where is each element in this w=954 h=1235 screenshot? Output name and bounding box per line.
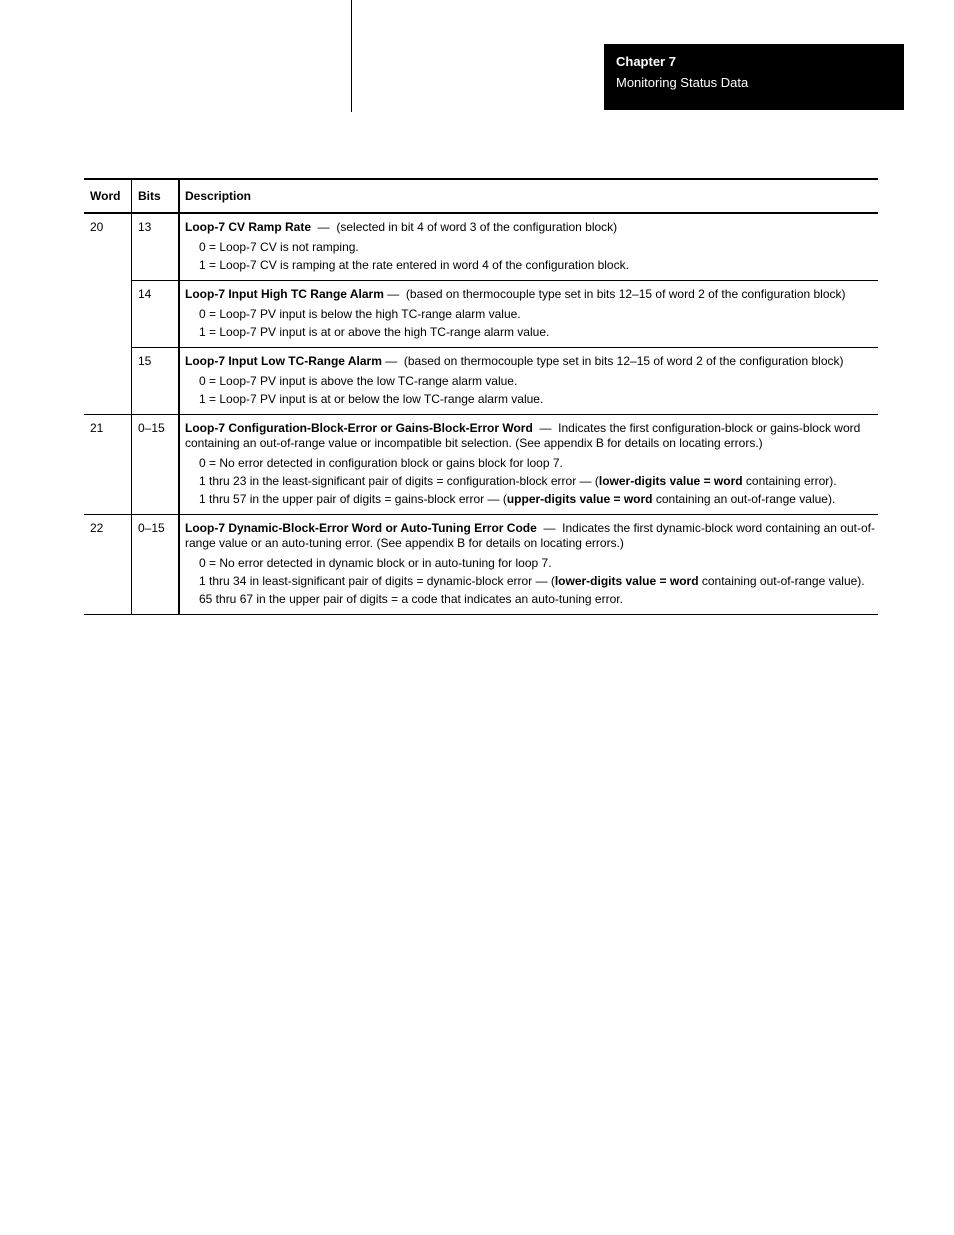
option-emphasis: lower-digits value = word — [598, 474, 743, 488]
dash: — — [532, 421, 559, 435]
chapter-title: Monitoring Status Data — [616, 75, 749, 90]
table-row — [84, 515, 878, 615]
entry-title: Loop-7 Input High TC Range Alarm — [185, 287, 384, 301]
bits-cell: 0–15 — [132, 515, 180, 615]
value-option — [185, 490, 878, 508]
entry-description: (selected in bit 4 of word 3 of the configuration block) — [336, 220, 618, 234]
entry-description: Indicates the first dynamic-block word containing an out-of-range value or an auto-tuning error. (See appendix B for details on locating errors.) — [185, 521, 875, 550]
value-option: 65 thru 67 in the upper pair of digits = a code that indicates an auto-tuning error. — [199, 592, 623, 606]
word-cell: 22 — [84, 515, 132, 615]
option-text: containing an out-of-range value). — [652, 492, 836, 506]
table-header-row — [84, 179, 878, 213]
status-table — [84, 178, 878, 615]
word-cell: 21 — [84, 415, 132, 515]
bits-cell: 14 — [132, 281, 180, 348]
bits-cell: 13 — [132, 213, 180, 281]
value-option: 0 = No error detected in configuration block or gains block for loop 7. — [199, 456, 563, 470]
entry-description: (based on thermocouple type set in bits 12–15 of word 2 of the configuration block) — [405, 287, 846, 301]
margin-rule — [351, 0, 352, 112]
table-row — [84, 348, 878, 415]
description-cell — [179, 281, 878, 348]
description-cell — [179, 515, 878, 615]
option-text: 1 thru 23 in the least-significant pair of digits = configuration-block error — ( — [199, 474, 599, 488]
option-emphasis: lower-digits value = word — [554, 574, 699, 588]
entry-title: Loop-7 CV Ramp Rate — [185, 220, 312, 234]
value-option: 0 = Loop-7 PV input is below the high TC-range alarm value. — [199, 307, 521, 321]
value-option — [185, 572, 878, 590]
entry-title: Loop-7 Configuration-Block-Error or Gains-Block-Error Word — [185, 421, 533, 435]
chapter-header — [604, 44, 904, 110]
entry-title: Loop-7 Dynamic-Block-Error Word or Auto-Tuning Error Code — [185, 521, 537, 535]
entry-description: (based on thermocouple type set in bits 12–15 of word 2 of the configuration block) — [403, 354, 844, 368]
column-header-bits: Bits — [132, 179, 180, 213]
entry-title: Loop-7 Input Low TC-Range Alarm — [185, 354, 382, 368]
value-option: 1 = Loop-7 CV is ramping at the rate entered in word 4 of the configuration block. — [199, 258, 629, 272]
option-text: containing out-of-range value). — [698, 574, 865, 588]
option-text: containing error). — [742, 474, 837, 488]
table-row — [84, 213, 878, 281]
bits-cell: 15 — [132, 348, 180, 415]
table-row — [84, 281, 878, 348]
entry-description: Indicates the first configuration-block or gains-block word containing an out-of-range value or incompatible bit selection. (See appendix B for details on locating errors.) — [185, 421, 861, 450]
option-text: 1 thru 34 in least-significant pair of digits = dynamic-block error — ( — [199, 574, 555, 588]
word-cell: 20 — [84, 213, 132, 415]
value-option: 0 = No error detected in dynamic block or in auto-tuning for loop 7. — [199, 556, 552, 570]
bits-cell: 0–15 — [132, 415, 180, 515]
description-cell — [179, 415, 878, 515]
option-text: 1 thru 57 in the upper pair of digits = gains-block error — ( — [199, 492, 507, 506]
column-header-word: Word — [84, 179, 132, 213]
value-option — [185, 472, 878, 490]
dash: — — [383, 287, 406, 301]
column-header-description: Description — [179, 179, 878, 213]
chapter-number: Chapter 7 — [616, 54, 676, 69]
table-row — [84, 415, 878, 515]
value-option: 1 = Loop-7 PV input is at or above the high TC-range alarm value. — [199, 325, 550, 339]
dash: — — [381, 354, 404, 368]
description-cell — [179, 348, 878, 415]
value-option: 1 = Loop-7 PV input is at or below the low TC-range alarm value. — [199, 392, 544, 406]
dash: — — [311, 220, 337, 234]
value-option: 0 = Loop-7 CV is not ramping. — [199, 240, 359, 254]
dash: — — [536, 521, 563, 535]
option-emphasis: upper-digits value = word — [506, 492, 653, 506]
value-option: 0 = Loop-7 PV input is above the low TC-range alarm value. — [199, 374, 518, 388]
description-cell — [179, 213, 878, 281]
